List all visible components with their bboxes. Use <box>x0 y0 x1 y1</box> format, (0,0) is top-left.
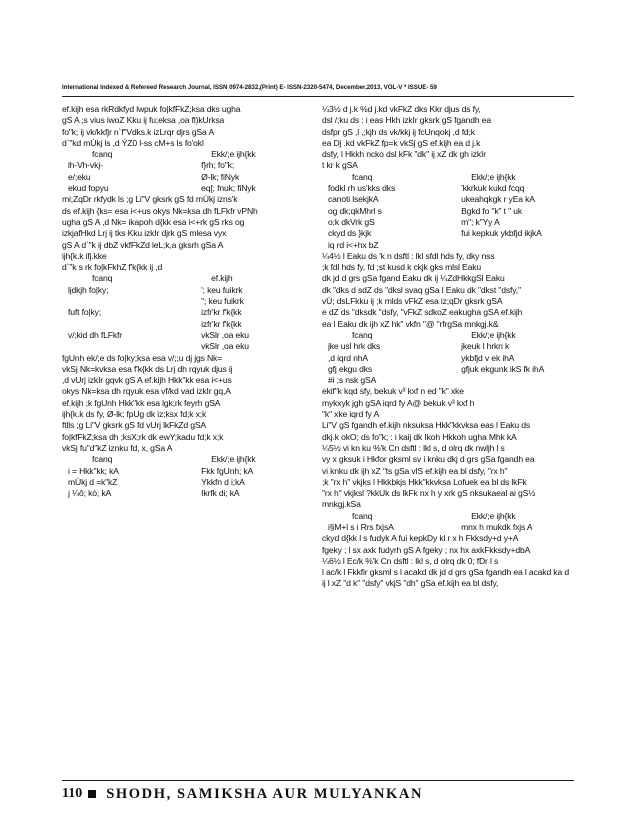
table-cell: mÙkj d =k"kZ <box>68 476 118 487</box>
text-line: fgUnh ek/;e ds fo|ky;ksa esa v/;;u dj jgs Nk= <box>62 352 223 363</box>
text-line: mnkgj.kSa <box>322 499 361 510</box>
table-row <box>62 285 315 296</box>
table-header-cell: Ekk/;e ijh{kk <box>471 510 516 521</box>
text-line: "k" xke iqrd fy A <box>322 409 380 420</box>
table-cell: v/;kid dh fLFkfr <box>68 329 122 340</box>
text-line: dsl /;ku ds : i eas Hkh izkIr gksrk gS fgandh ea <box>322 115 492 126</box>
text-line: ds ef.kijh {ks= esa i<+us okys Nk=ksa dh fLFkfr vPNh <box>62 205 258 216</box>
text-line: ftlls ;g Li"V gksrk gS fd vUrj lkFkZd gSA <box>62 420 206 431</box>
text-line: dk jd d grs gSa fgand Eaku dk ij ¼ZdHkkgSl Eaku <box>322 273 505 284</box>
table-row <box>62 172 315 183</box>
table-cell: o;k dkVrk gS <box>328 216 375 227</box>
table-cell: jkeuk l hrkn k <box>461 341 510 352</box>
table-cell: "; keu fuikrk <box>201 296 244 307</box>
table-cell: f}rh; fo"k; <box>201 160 235 171</box>
table-cell <box>461 375 575 386</box>
table-cell <box>62 296 201 307</box>
table-cell: vkSlr ,oa eku <box>201 341 249 352</box>
text-line: gS A d`"k ij dbZ vkfFkZd leL;k,a gksrh gSa A <box>62 239 224 250</box>
table-cell: ykbfjd v ek ihA <box>461 352 515 363</box>
table-cell: ckyd ds }kjk <box>328 228 372 239</box>
table-cell: ,d iqrd nhA <box>328 352 368 363</box>
text-line: vy x gksuk i Hkfor gksml sv i knku dkj d grs gSa fgandh ea <box>322 454 535 465</box>
table-cell: #i ;s nsk gSA <box>328 375 377 386</box>
table-row <box>322 522 575 533</box>
table-row <box>62 330 315 341</box>
table-row <box>322 194 575 205</box>
table-cell <box>62 319 201 330</box>
running-header: International Indexed & Refereed Research Journal, ISSN 0974-2832,(Print) E- ISSN-2320-5474, December,2013, VOL-V * ISSUE- 59 <box>62 84 437 91</box>
table-header-cell: fcanq <box>352 171 373 182</box>
table-cell: j ¼ô; kò; kA <box>68 488 112 499</box>
table-header-cell: Ekk/;e ijh{kk <box>471 171 516 182</box>
text-line: ¼5½ vi kn ku %'k Cn dsftl : lkl s, d olrq dk nwljh l s <box>322 442 505 453</box>
table-header-row <box>322 172 575 183</box>
square-bullet-icon <box>88 790 96 798</box>
table-row <box>322 228 575 239</box>
text-line: mykxyk jgh gSA iqrd fy A@ bekuk v³ kxf h <box>322 397 475 408</box>
table-cell: vkSlr ,oa eku <box>201 329 249 340</box>
text-line: izkjafHkd Lrj ij tks Kku izkIr djrk gS mlesa vyx <box>62 228 227 239</box>
table-cell: Bgkd fo "k" t " uk <box>461 205 523 216</box>
text-line: ¼4½ l Eaku ds 'k n dsftl : lkl sfdl hds fy, dky nss <box>322 250 495 261</box>
table-cell: gfj ekgu dks <box>328 363 373 374</box>
journal-name: SHODH, SAMIKSHA AUR MULYANKAN <box>106 785 424 802</box>
text-line: Li"V gS fgandh ef.kijh nksuksa Hkk"kkvksa eas l Eaku ds <box>322 420 531 431</box>
text-line: d`"k s rk fo|kFkhZ f'k{kk ij ,d <box>62 262 163 273</box>
table-cell: ekud fopyu <box>68 183 109 194</box>
table-cell: e/;eku <box>68 171 91 182</box>
text-line: ij l xZ "d k" "dsfy" vkjS "dh" gSa ef.kijh ea bl dsfy, <box>322 578 499 589</box>
table-header-cell: fcanq <box>92 149 113 160</box>
data-table <box>62 149 315 194</box>
text-line: ckyd d{kk l s fudyk A fui kepkDy kl r x h Fkksdy+d y+A <box>322 533 519 544</box>
data-table <box>62 273 315 307</box>
table-cell: eq[; fnuk; fiNyk <box>201 183 256 194</box>
table-cell: fuft fo|ky; <box>68 307 102 318</box>
table-header-cell: ef.kijh <box>211 273 233 284</box>
table-cell: izfr'kr f'k{kk <box>201 307 242 318</box>
text-line: ;k fdl hds fy, fd ;st kusd k ckjk gks mlsl Eaku <box>322 262 481 273</box>
table-cell: ukeahqkgk r yEa kA <box>461 194 535 205</box>
text-line: ijh{k.k ds fy, Ø-lk; fpUg dk iz;ksx fd;k x;k <box>62 409 207 420</box>
table-cell: og dk;qkMhrl s <box>328 205 382 216</box>
table-cell <box>62 341 201 352</box>
text-line: fo"k; ij vk/kkfjr n`f"Vdks.k izLrqr djrs gSa A <box>62 126 215 137</box>
text-line: ;k "rx h" vkjks l Hkkbkjs Hkk"kkvksa Lofuek ea bl ds lkFk <box>322 476 527 487</box>
table-cell: m"; k"Yy A <box>461 216 500 227</box>
table-cell: 'kkrkuk kukd fcqq <box>461 183 525 194</box>
text-line: fo|kfFkZ;ksa dh ;ksX;rk dk ewY;kadu fd;k x;k <box>62 431 224 442</box>
table-cell: Ø-lk; fiNyk <box>201 171 240 182</box>
table-header-cell: Ekk/;e ijh{kk <box>471 329 516 340</box>
header-rule <box>62 96 574 97</box>
table-row <box>322 240 575 251</box>
text-line: ijh{k.k ifj.kke <box>62 250 107 261</box>
table-header-cell: Ekk/;e ijh{kk <box>211 454 256 465</box>
table-cell: iq rd i<+hx bZ <box>328 239 379 250</box>
left-column <box>62 104 315 499</box>
table-cell: Ykkfn d i;kA <box>201 476 245 487</box>
table-cell: ljdkjh fo|ky; <box>68 284 109 295</box>
table-row <box>62 488 315 499</box>
table-header-row <box>62 273 315 284</box>
table-row <box>322 375 575 386</box>
text-line: ef.kijh esa rkRdkfyd lwpuk fo|kfFkZ;ksa dks ugha <box>62 104 241 114</box>
text-line: ea Dj .kd vkFkZ fp=k vkSj gS ef.kijh ea d j.k <box>322 137 481 148</box>
footer-rule <box>62 780 574 781</box>
text-line: vkSj Nk=kvksa esa f'k{kk ds Lrj dh rqyuk djus ij <box>62 363 233 374</box>
text-line: ekif"k kqd sfy, bekuk v³ kxf n ed "k" xke <box>322 386 464 397</box>
table-header-row <box>62 454 315 465</box>
data-table <box>62 454 315 499</box>
table-row <box>322 341 575 352</box>
table-cell: i§M+l s i Rrs fxjsA <box>328 521 394 532</box>
data-table <box>322 330 575 386</box>
text-line: t kr k gSA <box>322 160 358 171</box>
table-cell: fui kepkuk ykbfjd ikjkA <box>461 228 542 239</box>
table-row <box>62 183 315 194</box>
text-line: gS A ;s vius iwoZ Kku ij fu;eksa ,oa fl)kUrksa <box>62 115 225 126</box>
page-footer <box>62 783 574 805</box>
data-table <box>62 307 315 352</box>
text-line: dsfy, l Hkkh ncko dsl kFk "dk" ij xZ dk gh izkIr <box>322 149 486 160</box>
table-cell: gfjuk ekgunk ikS fk ihA <box>461 363 545 374</box>
text-line: ¼6½ l Ec/k %'k Cn dsftl : lkl s, d olrq dk 0; fDr l s <box>322 555 499 566</box>
data-table <box>322 511 575 534</box>
table-row <box>62 307 315 318</box>
table-row <box>62 296 315 307</box>
table-header-cell: fcanq <box>92 273 113 284</box>
table-cell <box>461 240 575 251</box>
table-row <box>322 217 575 228</box>
text-line: d`"kd mÙkj ls ,d ÝZ0 l-ss cM+s ls fo'okl <box>62 137 204 148</box>
table-cell: jke usl hrk dks <box>328 341 381 352</box>
text-line: ugha gS A ,d Nk= ikapoh d{kk esa i<+rk gS rks og <box>62 216 245 227</box>
text-line: fgeky ; l sx axk fudyrh gS A fgeky ; nx hx axkFkksdy+dbA <box>322 544 531 555</box>
text-line: dk "dks d sdZ ds "dksl svaq gSa l Eaku dk "dkst "dsfy," <box>322 284 521 295</box>
text-line: l ac/k l Fkkfir gksml s l acakd dk jd d grs gSa fgandh ea l acakd ka d <box>322 567 569 578</box>
table-header-cell: fcanq <box>92 454 113 465</box>
table-header-row <box>322 330 575 341</box>
text-line: vi knku dk ijh xZ "ts gSa vlS ef.kijh ea bl dsfy, "rx h" <box>322 465 508 476</box>
table-row <box>62 477 315 488</box>
table-header-cell: fcanq <box>352 329 373 340</box>
table-cell: fodkl rh us'kks dks <box>328 183 396 194</box>
table-cell: i = Hkk"kk; kA <box>68 465 119 476</box>
text-line: okys Nk=ksa dh rqyuk esa vf/kd vad izkIr gq,A <box>62 386 231 397</box>
table-row <box>62 319 315 330</box>
table-cell: canoti lsekjkA <box>328 194 379 205</box>
right-column <box>322 104 575 590</box>
text-line: dkj.k okO; ds fo"k; : i kaij dk Ikoh Hkkoh ugha Mhk kA <box>322 431 517 442</box>
text-line: mi;ZqDr rkfydk ls ;g Li"V gksrk gS fd mÙkj izns'k <box>62 194 238 205</box>
table-row <box>62 466 315 477</box>
text-line: "rx h" vkjksl ?kkUk ds lkFk nx h y xrk gS nksukaeal ai gS½ <box>322 488 536 499</box>
text-line: dsfpr gS ,l ,;kjh ds vk/kkj ij fcUnqokj ,d fd;k <box>322 126 475 137</box>
table-header-row <box>62 149 315 160</box>
table-cell: '; keu fuikrk <box>201 284 243 295</box>
text-line: vÚ; dsLFkku ij ;k mlds vFkZ esa iz;qDr gksrk gSA <box>322 296 503 307</box>
page-number: 110 <box>62 786 83 801</box>
table-row <box>322 183 575 194</box>
table-row <box>322 353 575 364</box>
text-line: ea l Eaku dk ijh xZ hk" vkfn "@ "rfrgSa mnkgj.k& <box>322 318 499 329</box>
table-header-row <box>322 511 575 522</box>
data-table <box>322 172 575 251</box>
table-row <box>322 364 575 375</box>
text-line: ¼3½ d j.k %d j.kd vkFkZ dks Kkr djus ds fy, <box>322 104 481 114</box>
table-cell: Fkk fgUnh; kA <box>201 465 254 476</box>
table-cell: izfr'kr f'k{kk <box>201 318 242 329</box>
table-header-cell: Ekk/;e ijh{kk <box>211 149 256 160</box>
text-line: vkSj fu"d"kZ iznku fd, x, gSa A <box>62 442 173 453</box>
text-line: ,d vUrj izkIr gqvk gS A ef.kijh Hkk"kk esa i<+us <box>62 375 232 386</box>
table-row <box>62 341 315 352</box>
table-header-cell: fcanq <box>352 510 373 521</box>
table-cell: Ikrfk di; kA <box>201 488 240 499</box>
text-line: e dZ ds "dksdk "dsfy, "vFkZ sdkoZ eakugha gSA ef.kijh <box>322 307 523 318</box>
table-row <box>322 206 575 217</box>
table-cell: lh-Vh-vkj- <box>68 160 103 171</box>
table-cell: mnx h mukdk fxjs A <box>461 521 533 532</box>
text-line: ef.kijh ;k fgUnh Hkk"kk esa lgk;rk feyrh gSA <box>62 397 221 408</box>
table-row <box>62 160 315 171</box>
